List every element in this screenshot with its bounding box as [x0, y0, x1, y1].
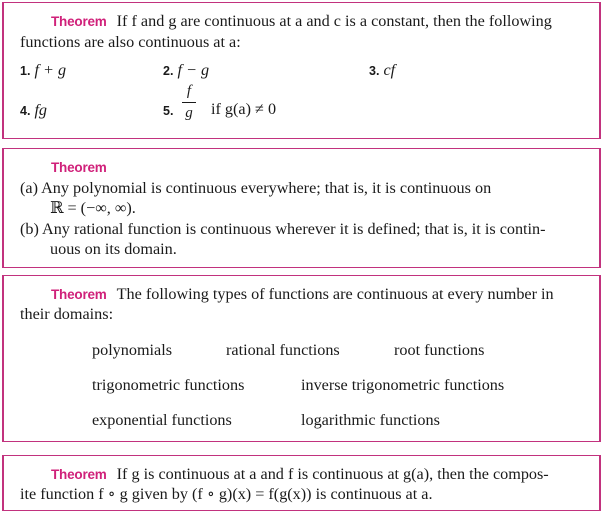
theorem-box-1: [2, 2, 601, 139]
theorem-1-line-1: [51, 11, 552, 32]
item-4: [20, 100, 47, 122]
type-trigonometric-functions: trigonometric functions: [92, 376, 245, 394]
item-5-number-wrap: [163, 100, 177, 122]
item-2-number: 2.: [163, 64, 174, 78]
theorem-3-line-1: [51, 284, 554, 305]
item-3: [369, 60, 395, 82]
fraction-bar: [182, 102, 196, 103]
theorem-4-label: Theorem: [51, 467, 107, 482]
item-4-number: 4.: [20, 104, 31, 118]
theorem-1-text-1: If f and g are continuous at a and c is a constant, then the following: [116, 12, 552, 30]
item-1: [20, 60, 66, 82]
type-exponential-functions: exponential functions: [92, 411, 232, 429]
theorem-1-label: Theorem: [51, 14, 107, 29]
item-5-denominator: g: [185, 105, 193, 121]
type-rational-functions: rational functions: [226, 341, 340, 359]
item-1-expr: f + g: [34, 61, 67, 79]
theorem-2-label: Theorem: [51, 160, 107, 175]
item-1-number: 1.: [20, 64, 31, 78]
item-2-expr: f − g: [177, 61, 210, 79]
type-root-functions: root functions: [394, 341, 485, 359]
theorem-box-4: [2, 455, 601, 511]
theorem-4-text-1: If g is continuous at a and f is continuous at g(a), then the compos-: [116, 465, 549, 483]
item-3-number: 3.: [369, 64, 380, 78]
theorem-4-line-1: [51, 464, 549, 485]
theorem-2-label-line: [51, 157, 107, 178]
theorem-2-a-line-2: ℝ = (−∞, ∞).: [50, 199, 136, 217]
theorem-3-label: Theorem: [51, 287, 107, 302]
theorem-2-b-line-2: uous on its domain.: [50, 240, 177, 258]
theorem-3-line-2: their domains:: [20, 305, 114, 323]
item-5-number: 5.: [163, 104, 174, 118]
item-2: [163, 60, 209, 82]
type-polynomials: polynomials: [92, 341, 173, 359]
theorem-2-b-line-1: (b) Any rational function is continuous wherever it is defined; that is, it is contin-: [20, 220, 546, 238]
theorem-4-line-2: ite function f ∘ g given by (f ∘ g)(x) = f(g(x)) is continuous at a.: [20, 485, 433, 503]
theorem-1-line-2: functions are also continuous at a:: [20, 33, 241, 51]
type-logarithmic-functions: logarithmic functions: [301, 411, 440, 429]
type-inverse-trigonometric-functions: inverse trigonometric functions: [301, 376, 505, 394]
item-3-expr: cf: [383, 61, 396, 79]
theorem-box-3: [2, 275, 601, 442]
theorem-box-2: [2, 148, 601, 268]
item-4-expr: fg: [34, 101, 48, 119]
item-5-numerator: f: [186, 83, 192, 99]
theorem-3-text-1: The following types of functions are continuous at every number in: [116, 285, 554, 303]
theorem-2-a-line-1: (a) Any polynomial is continuous everywhere; that is, it is continuous on: [20, 179, 492, 197]
item-5-condition: if g(a) ≠ 0: [211, 100, 277, 118]
item-5-fraction: [182, 83, 196, 122]
